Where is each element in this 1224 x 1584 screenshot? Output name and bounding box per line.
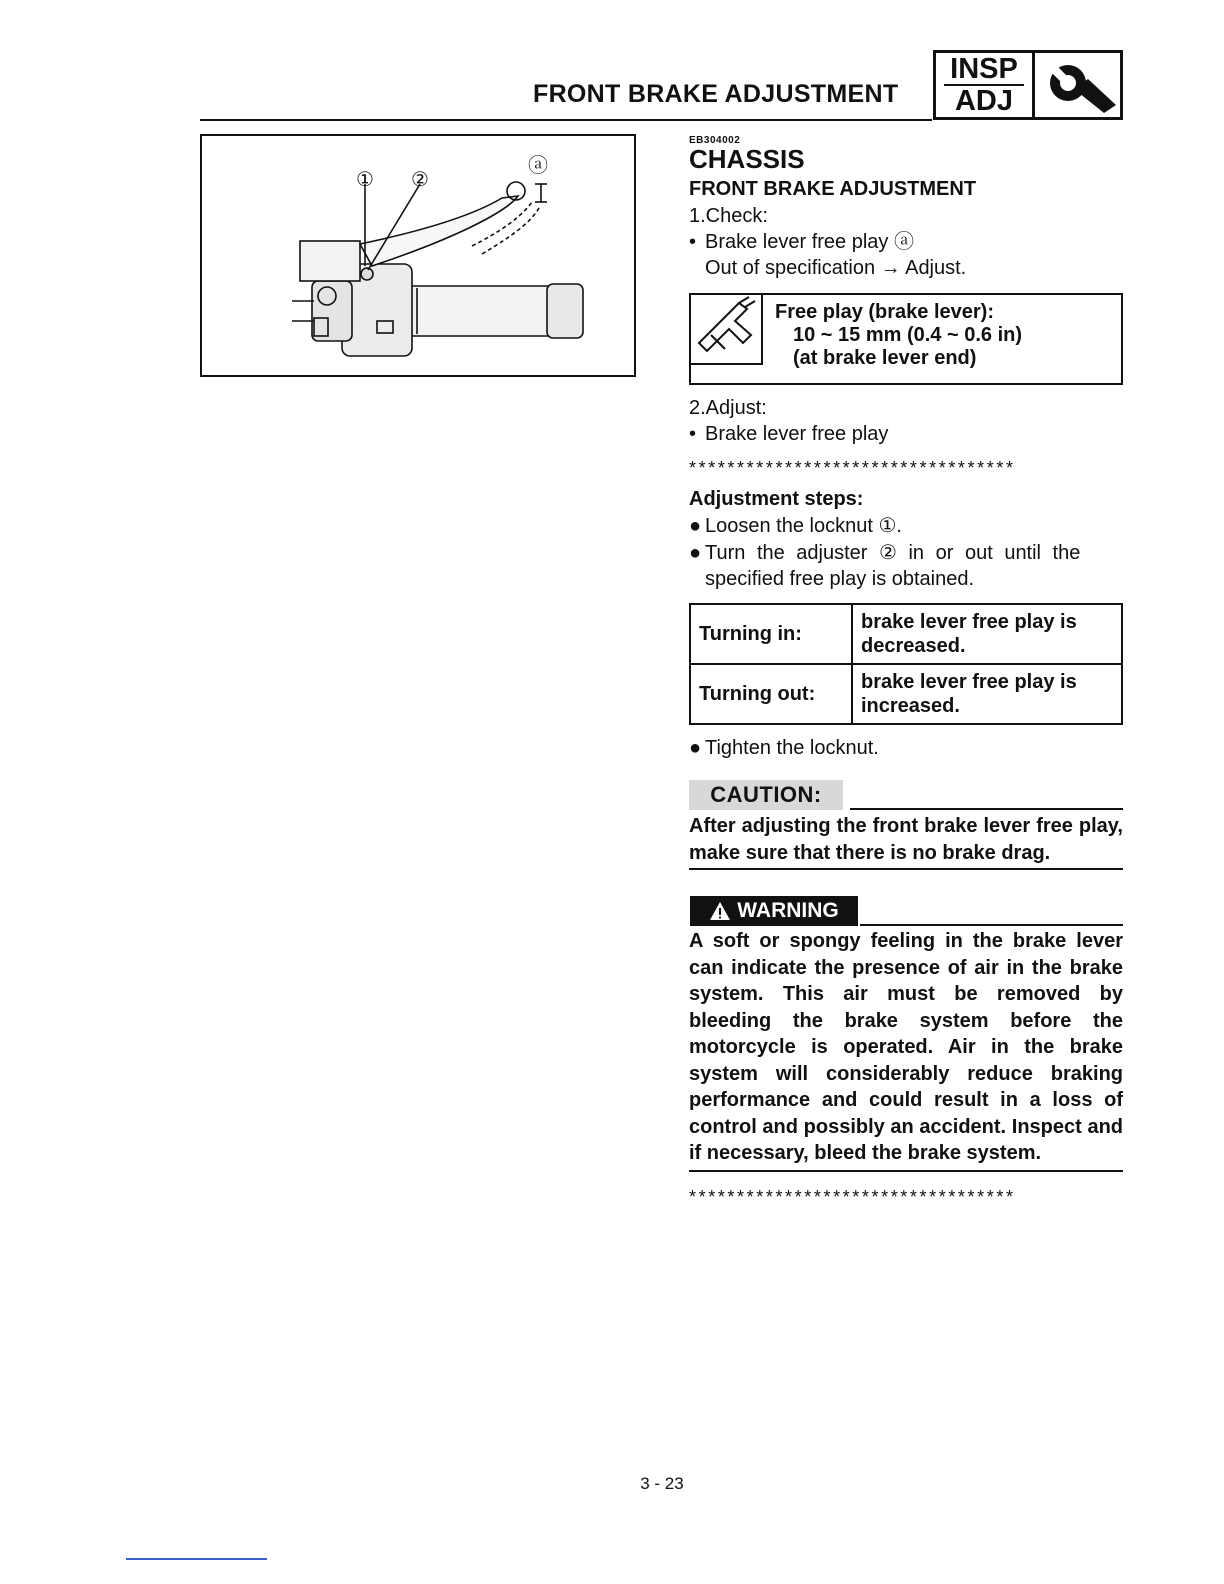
table-value: brake lever free play is increased. [852, 664, 1122, 724]
bullet-dot: • [689, 423, 697, 445]
section-title: CHASSIS [689, 144, 805, 174]
check-bullet-text: Brake lever free play ⓐ [705, 231, 914, 253]
badge-top-label: INSP [944, 54, 1024, 86]
sub-title: FRONT BRAKE ADJUSTMENT [689, 178, 977, 200]
section-code: EB304002 [689, 135, 741, 146]
warning-bottom-rule [689, 1170, 1123, 1172]
spec-box [689, 293, 1123, 385]
step-2-cont: specified free play is obtained. [705, 568, 975, 590]
step-3-text: Tighten the locknut. [705, 737, 879, 759]
check-step: 1.Check: [689, 205, 768, 227]
callout-2: ② [411, 167, 429, 191]
warning-text: A soft or spongy feeling in the brake lever can indicate the presence of air in the brake system. This air must be removed by bleeding the brake system before the motorcycle is operated. Air in the brake system will considerably reduce braking performance and could result in a loss of control and possibly an accident. Inspect and if necessary, bleed the brake system. [689, 930, 1123, 1164]
bullet-dot: ● [689, 515, 702, 537]
header-rule [200, 119, 932, 121]
brake-lever-illustration [202, 136, 634, 375]
warning-label [690, 896, 858, 926]
steps-heading: Adjustment steps: [689, 488, 864, 510]
step-2 [689, 540, 1123, 566]
warning-rule [860, 924, 1123, 926]
page-title: FRONT BRAKE ADJUSTMENT [533, 80, 899, 108]
section-badge [933, 50, 1123, 120]
caution-rule [850, 808, 1123, 810]
table-key: Turning out: [690, 664, 852, 724]
stars-divider-top: ********************************** [689, 458, 1016, 478]
check-note: Out of specification → Adjust. [705, 257, 967, 279]
page-number: 3 - 23 [640, 1474, 684, 1493]
callout-a: ⓐ [528, 153, 548, 177]
wrench-icon [1035, 53, 1120, 117]
adjust-bullet [689, 421, 1123, 447]
bullet-dot: ● [689, 542, 702, 564]
table-value: brake lever free play is decreased. [852, 604, 1122, 664]
bullet-dot: • [689, 231, 697, 253]
table-row [690, 604, 1122, 664]
stars-divider-bottom: ********************************** [689, 1187, 1016, 1207]
step-3 [689, 735, 1123, 761]
spec-line-3: (at brake lever end) [793, 347, 977, 369]
warning-label-text: WARNING [737, 899, 839, 922]
callout-1: ① [356, 167, 374, 191]
caution-bottom-rule [689, 868, 1123, 870]
step-2-text: Turn the adjuster ② in or out until the [705, 542, 1081, 564]
badge-text [936, 53, 1035, 117]
spec-lines [775, 301, 1022, 370]
step-1 [689, 513, 1123, 539]
caliper-icon [691, 295, 763, 365]
bullet-dot: ● [689, 737, 702, 759]
brake-lever-figure [200, 134, 636, 377]
caution-label: CAUTION: [689, 780, 843, 810]
footer-link-line[interactable] [126, 1558, 267, 1560]
warning-triangle-icon [709, 901, 731, 921]
step-1-text: Loosen the locknut ①. [705, 515, 902, 537]
table-row [690, 664, 1122, 724]
table-key: Turning in: [690, 604, 852, 664]
turning-table [689, 603, 1123, 725]
adjust-bullet-text: Brake lever free play [705, 423, 889, 445]
spec-line-1: Free play (brake lever): [775, 301, 994, 323]
badge-bottom-label: ADJ [954, 85, 1013, 117]
spec-line-2: 10 ~ 15 mm (0.4 ~ 0.6 in) [793, 324, 1023, 346]
caution-text: After adjusting the front brake lever free play, make sure that there is no brake drag. [689, 815, 1123, 864]
adjust-step: 2.Adjust: [689, 397, 767, 419]
check-bullet [689, 229, 1123, 255]
